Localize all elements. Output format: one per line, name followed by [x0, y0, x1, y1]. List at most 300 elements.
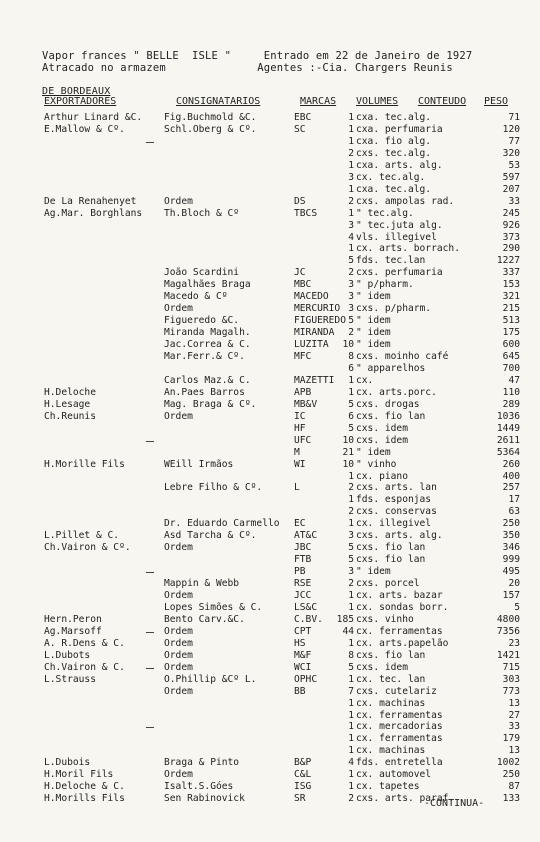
cell-contents: cxa. tec.alg. [356, 183, 432, 195]
cell-mark: MAZETTI [294, 374, 335, 386]
table-row [0, 578, 540, 589]
cell-volume-count: 2 [348, 578, 354, 590]
cell-contents: cxs. idem [356, 661, 408, 673]
table-row [0, 339, 540, 350]
cell-consignee: Dr. Eduardo Carmello [164, 518, 280, 530]
table-row [0, 674, 540, 685]
cell-contents: cxs. idem [356, 434, 408, 446]
cell-mark: JC [294, 267, 306, 279]
cell-value: 773 [502, 685, 520, 697]
table-row [0, 363, 540, 374]
cell-exporter: Ch.Reunis [44, 410, 96, 422]
cell-mark: SC [294, 123, 306, 135]
table-row [0, 136, 540, 147]
table-row [0, 542, 540, 553]
table-row [0, 315, 540, 326]
cell-consignee: WEill Irmãos [164, 458, 234, 470]
table-row [0, 745, 540, 756]
cell-value: 2611 [496, 434, 520, 446]
cell-volume-count: 1 [348, 673, 354, 685]
table-row [0, 614, 540, 625]
cell-value: 600 [502, 339, 520, 351]
cell-mark: B&P [294, 757, 312, 769]
table-row [0, 447, 540, 458]
cell-volume-count: 1 [348, 243, 354, 255]
table-row [0, 590, 540, 601]
cell-mark: FTB [294, 554, 312, 566]
cell-mark: ISG [294, 781, 312, 793]
table-row [0, 566, 540, 577]
cell-contents: cx. tapetes [356, 781, 420, 793]
cell-volume-count: 3 [348, 279, 354, 291]
cell-value: 999 [502, 554, 520, 566]
cell-value: 87 [508, 781, 520, 793]
cell-contents: cx. tec. lan [356, 673, 426, 685]
cell-contents: " vinho [356, 458, 397, 470]
cell-mark: BB [294, 685, 306, 697]
cell-contents: cxa. fio alg. [356, 135, 432, 147]
cell-contents: cxs. fio lan [356, 542, 426, 554]
cell-volume-count: 8 [348, 351, 354, 362]
table-row [0, 220, 540, 231]
cell-value: 110 [502, 386, 520, 398]
cell-exporter: L.Dubois [44, 757, 91, 769]
cell-value: 1449 [496, 422, 520, 434]
cell-mark: LUZITA [294, 339, 329, 351]
table-row [0, 662, 540, 673]
cell-contents: cxs. fio lan [356, 410, 426, 422]
table-row [0, 411, 540, 422]
cell-volume-count: 1 [348, 207, 354, 219]
table-row [0, 650, 540, 661]
cell-consignee: Jac.Correa & C. [164, 339, 251, 351]
cell-volume-count: 6 [348, 410, 354, 422]
cell-value: 257 [502, 482, 520, 494]
cell-mark: OPHC [294, 673, 318, 685]
cell-value: 250 [502, 769, 520, 781]
cell-consignee: Schl.Oberg & Cº. [164, 123, 257, 135]
cell-mark: MERCURIO [294, 303, 341, 315]
cell-volume-count: 3 [348, 219, 354, 231]
cell-contents: cxs. cutelariz [356, 685, 437, 697]
cell-contents: cx. arts.papelão [356, 637, 449, 649]
cell-value: 20 [508, 578, 520, 590]
cell-exporter: A. R.Dens & C. [44, 637, 125, 649]
table-row [0, 208, 540, 219]
cell-consignee: Lopes Simões & C. [164, 601, 263, 613]
table-row [0, 184, 540, 195]
table-row [0, 399, 540, 410]
cell-mark: MB&V [294, 398, 318, 410]
cell-value: 700 [502, 362, 520, 374]
table-row [0, 482, 540, 493]
cell-volume-count: 2 [348, 482, 354, 494]
cell-mark: IC [294, 410, 306, 422]
cell-exporter: L.Dubots [44, 649, 91, 661]
table-row [0, 196, 540, 207]
cell-contents: " tec.alg. [356, 207, 414, 219]
cell-consignee: Isalt.S.Góes [164, 781, 234, 793]
cell-contents: " idem [356, 339, 391, 351]
cell-consignee: Bento Carv.&C. [164, 613, 245, 625]
cell-mark: UFC [294, 434, 312, 446]
cell-consignee: Figueredo &C. [164, 315, 240, 327]
cell-value: 321 [502, 291, 520, 303]
cell-exporter: H.Morills Fils [44, 793, 125, 805]
cell-contents: cx. arts. bazar [356, 590, 443, 601]
cell-volume-count: 3 [348, 530, 354, 542]
cell-consignee: Lebre Filho & Cº. [164, 482, 263, 494]
table-row [0, 232, 540, 243]
cell-value: 153 [502, 279, 520, 291]
cell-contents: " idem [356, 291, 391, 303]
cell-exporter: Ag.Mar. Borghlans [44, 207, 143, 219]
cell-value: 120 [502, 123, 520, 135]
cell-consignee: Ordem [164, 649, 193, 661]
cell-volume-count: 5 [348, 398, 354, 410]
cell-volume-count: 10 [342, 339, 354, 351]
cell-volume-count: 1 [348, 637, 354, 649]
table-row [0, 698, 540, 709]
cell-value: 400 [502, 470, 520, 482]
cell-volume-count: 1 [348, 135, 354, 147]
cell-value: 4800 [496, 613, 520, 625]
cell-mark: MACEDO [294, 291, 329, 303]
cell-volume-count: 1 [348, 183, 354, 195]
table-row [0, 626, 540, 637]
cell-mark: FIGUEREDO [294, 315, 346, 327]
cell-volume-count: 2 [348, 506, 354, 518]
cell-mark: C.BV. [294, 613, 323, 625]
cell-mark: WI [294, 458, 306, 470]
cell-mark: EC [294, 518, 306, 530]
cell-contents: cx. arts. borrach. [356, 243, 460, 255]
cell-exporter: Ag.Marsoff [44, 625, 102, 637]
cell-mark: HS [294, 637, 306, 649]
cell-value: 245 [502, 207, 520, 219]
margin-tick-mark [146, 668, 154, 669]
margin-tick-mark [146, 632, 154, 633]
column-header-value: PESO [484, 96, 509, 107]
table-row [0, 160, 540, 171]
cell-volume-count: 185 [336, 613, 354, 625]
cell-contents: " idem [356, 566, 391, 578]
cell-value: 133 [502, 793, 520, 805]
cell-mark: M [294, 446, 300, 458]
document-header-line2: Atracado no armazem Agentes :-Cia. Chargers Reunis [42, 62, 453, 74]
margin-tick-mark [146, 572, 154, 573]
cell-value: 1227 [496, 255, 520, 267]
table-row [0, 781, 540, 792]
cell-volume-count: 1 [348, 590, 354, 601]
cell-contents: cxa. arts. alg. [356, 159, 443, 171]
column-header-marks: MARCAS [300, 96, 337, 107]
cell-mark: EBC [294, 112, 312, 123]
table-row [0, 459, 540, 470]
cell-volume-count: 1 [348, 745, 354, 757]
cell-contents: cx. ferramentas [356, 733, 443, 745]
cell-value: 7356 [496, 625, 520, 637]
cell-volume-count: 5 [348, 315, 354, 327]
cell-value: 47 [508, 374, 520, 386]
cell-consignee: Ordem [164, 769, 193, 781]
cell-value: 13 [508, 745, 520, 757]
cell-volume-count: 1 [348, 733, 354, 745]
cell-mark: M&F [294, 649, 312, 661]
cell-volume-count: 5 [348, 542, 354, 554]
cell-value: 53 [508, 159, 520, 171]
cell-contents: " idem [356, 327, 391, 339]
cell-mark: PB [294, 566, 306, 578]
cell-mark: JCC [294, 590, 312, 601]
cell-exporter: Arthur Linard &C. [44, 112, 143, 123]
document-header-line1: Vapor frances " BELLE ISLE " Entrado em 22 de Janeiro de 1927 [42, 50, 473, 62]
cell-mark: MFC [294, 351, 312, 362]
cell-value: 715 [502, 661, 520, 673]
cell-contents: " idem [356, 315, 391, 327]
cell-contents: cx. piano [356, 470, 408, 482]
cell-volume-count: 1 [348, 697, 354, 709]
cell-contents: cxs. vinho [356, 613, 414, 625]
cell-volume-count: 1 [348, 112, 354, 123]
cell-volume-count: 5 [348, 422, 354, 434]
cell-volume-count: 2 [348, 793, 354, 805]
cell-contents: fds. esponjas [356, 494, 432, 506]
cell-mark: TBCS [294, 207, 318, 219]
cell-mark: CPT [294, 625, 312, 637]
table-row [0, 769, 540, 780]
table-row [0, 255, 540, 266]
cell-contents: cxs. arts. paraf. [356, 793, 455, 805]
cell-consignee: João Scardini [164, 267, 240, 279]
cell-contents: cxs. arts. lan [356, 482, 437, 494]
cell-value: 33 [508, 195, 520, 207]
cell-value: 513 [502, 315, 520, 327]
cell-consignee: Miranda Magalh. [164, 327, 251, 339]
cell-exporter: L.Strauss [44, 673, 96, 685]
table-row [0, 291, 540, 302]
table-row [0, 721, 540, 732]
cell-consignee: Ordem [164, 625, 193, 637]
cell-mark: SR [294, 793, 306, 805]
cell-exporter: H.Moril Fils [44, 769, 114, 781]
cell-consignee: Asd Tarcha & Cº. [164, 530, 257, 542]
cell-value: 346 [502, 542, 520, 554]
table-row [0, 387, 540, 398]
column-header-volumes: VOLUMES [356, 96, 399, 107]
table-row [0, 602, 540, 613]
cell-contents: " apparelhos [356, 362, 426, 374]
cell-contents: cx. tec.alg. [356, 171, 426, 183]
cell-value: 1036 [496, 410, 520, 422]
cell-consignee: Ordem [164, 542, 193, 554]
cell-volume-count: 5 [348, 554, 354, 566]
cell-value: 17 [508, 494, 520, 506]
cell-volume-count: 2 [348, 267, 354, 279]
margin-tick-mark [146, 441, 154, 442]
cell-contents: cxs. p/pharm. [356, 303, 432, 315]
cell-exporter: De La Renahenyet [44, 195, 137, 207]
cell-contents: cxs. idem [356, 422, 408, 434]
table-row [0, 423, 540, 434]
cell-consignee: Mar.Ferr.& Cº. [164, 351, 245, 362]
cell-value: 27 [508, 709, 520, 721]
table-row [0, 710, 540, 721]
cell-consignee: O.Phillip &Cº L. [164, 673, 257, 685]
cell-value: 337 [502, 267, 520, 279]
cell-volume-count: 3 [348, 171, 354, 183]
cell-value: 350 [502, 530, 520, 542]
cell-volume-count: 10 [342, 434, 354, 446]
cell-mark: APB [294, 386, 312, 398]
cell-consignee: Ordem [164, 410, 193, 422]
cell-contents: cxa. perfumaria [356, 123, 443, 135]
table-row [0, 494, 540, 505]
cell-contents: cx. machinas [356, 745, 426, 757]
cell-contents: vls. illegivel [356, 231, 437, 243]
table-row [0, 279, 540, 290]
table-row [0, 267, 540, 278]
section-title: DE BORDEAUX [42, 86, 111, 97]
column-header-exporters: EXPORTADORES [44, 96, 117, 107]
cell-consignee: Carlos Maz.& C. [164, 374, 251, 386]
table-row [0, 327, 540, 338]
cell-consignee: Ordem [164, 685, 193, 697]
cell-consignee: Magalhães Braga [164, 279, 251, 291]
cell-contents: cx. arts.porc. [356, 386, 437, 398]
cell-contents: " idem [356, 446, 391, 458]
cell-exporter: L.Pillet & C. [44, 530, 120, 542]
cell-contents: cxs. arts. alg. [356, 530, 443, 542]
cell-volume-count: 4 [348, 757, 354, 769]
table-row [0, 471, 540, 482]
table-row [0, 243, 540, 254]
cell-volume-count: 3 [348, 303, 354, 315]
cell-volume-count: 1 [348, 494, 354, 506]
table-row [0, 518, 540, 529]
table-row [0, 638, 540, 649]
cell-volume-count: 1 [348, 470, 354, 482]
cell-consignee: Macedo & Cº [164, 291, 228, 303]
cell-exporter: H.Lesage [44, 398, 91, 410]
cell-volume-count: 21 [342, 446, 354, 458]
cell-consignee: Sen Rabinovick [164, 793, 245, 805]
cell-contents: cxs. fio lan [356, 649, 426, 661]
cell-consignee: Braga & Pinto [164, 757, 240, 769]
cell-value: 77 [508, 135, 520, 147]
cell-value: 33 [508, 721, 520, 733]
table-row [0, 303, 540, 314]
cell-volume-count: 5 [348, 255, 354, 267]
cell-contents: cx. automovel [356, 769, 432, 781]
cell-contents: cx. [356, 374, 374, 386]
cell-mark: LS&C [294, 601, 318, 613]
cell-volume-count: 4 [348, 231, 354, 243]
cell-value: 5 [514, 601, 520, 613]
cell-contents: cx. sondas borr. [356, 601, 449, 613]
cell-consignee: Th.Bloch & Cº [164, 207, 240, 219]
cell-volume-count: 2 [348, 147, 354, 159]
cell-contents: cx. machinas [356, 697, 426, 709]
cell-mark: L [294, 482, 300, 494]
cell-consignee: Ordem [164, 590, 193, 601]
cell-value: 207 [502, 183, 520, 195]
cell-value: 23 [508, 637, 520, 649]
cell-value: 175 [502, 327, 520, 339]
cell-contents: fds. tec.lan [356, 255, 426, 267]
cell-volume-count: 3 [348, 291, 354, 303]
cell-volume-count: 1 [348, 518, 354, 530]
margin-tick-mark [146, 727, 154, 728]
cell-value: 179 [502, 733, 520, 745]
cell-volume-count: 1 [348, 159, 354, 171]
margin-tick-mark [146, 142, 154, 143]
cell-mark: WCI [294, 661, 312, 673]
cell-volume-count: 5 [348, 661, 354, 673]
cell-value: 320 [502, 147, 520, 159]
continue-note: -CONTINUA- [424, 798, 485, 809]
cell-mark: C&L [294, 769, 312, 781]
cell-exporter: Hern.Peron [44, 613, 102, 625]
table-row [0, 375, 540, 386]
cell-value: 597 [502, 171, 520, 183]
cell-mark: AT&C [294, 530, 318, 542]
cell-contents: cxs. drogas [356, 398, 420, 410]
cell-volume-count: 7 [348, 685, 354, 697]
column-header-contents: CONTEUDO [418, 96, 467, 107]
cell-contents: cxs. moinho café [356, 351, 449, 362]
cell-value: 215 [502, 303, 520, 315]
cell-contents: cx. ferramentas [356, 625, 443, 637]
cell-contents: cxs. perfumaria [356, 267, 443, 279]
cell-contents: " p/pharm. [356, 279, 414, 291]
table-row [0, 733, 540, 744]
cell-volume-count: 1 [348, 123, 354, 135]
table-row [0, 148, 540, 159]
cell-value: 289 [502, 398, 520, 410]
cell-value: 645 [502, 351, 520, 362]
cell-exporter: Ch.Vairon & C. [44, 661, 125, 673]
cell-consignee: Mag. Braga & Cº. [164, 398, 257, 410]
cell-value: 373 [502, 231, 520, 243]
cell-volume-count: 1 [348, 386, 354, 398]
cell-contents: cx. illegivel [356, 518, 432, 530]
cell-value: 157 [502, 590, 520, 601]
cell-mark: MIRANDA [294, 327, 335, 339]
cell-mark: JBC [294, 542, 312, 554]
cell-contents: cxs. conservas [356, 506, 437, 518]
cell-value: 250 [502, 518, 520, 530]
table-row [0, 112, 540, 123]
cell-exporter: H.Deloche & C. [44, 781, 125, 793]
cell-volume-count: 3 [348, 566, 354, 578]
cell-value: 63 [508, 506, 520, 518]
cell-volume-count: 8 [348, 649, 354, 661]
cell-value: 1421 [496, 649, 520, 661]
cell-contents: cxa. tec.alg. [356, 112, 432, 123]
cell-volume-count: 10 [342, 458, 354, 470]
cell-volume-count: 1 [348, 709, 354, 721]
cell-contents: cx. mercadorias [356, 721, 443, 733]
table-row [0, 506, 540, 517]
cell-contents: cxs. fio lan [356, 554, 426, 566]
cell-exporter: H.Deloche [44, 386, 96, 398]
table-row [0, 172, 540, 183]
cell-value: 290 [502, 243, 520, 255]
cell-consignee: Mappin & Webb [164, 578, 240, 590]
table-row [0, 530, 540, 541]
cell-mark: HF [294, 422, 306, 434]
